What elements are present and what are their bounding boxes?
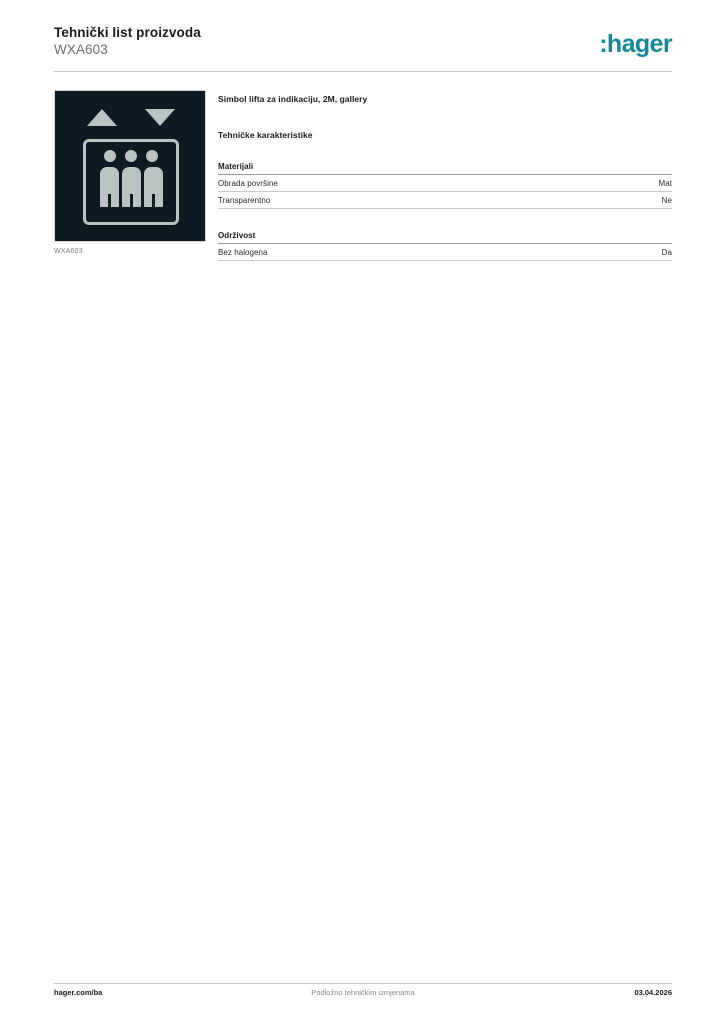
spec-group-title: Materijali xyxy=(218,162,672,175)
spec-label: Bez halogena xyxy=(218,247,268,257)
head-icon xyxy=(104,150,116,162)
page-title: Tehnički list proizvoda xyxy=(54,25,201,40)
elevator-symbol-icon xyxy=(75,109,187,225)
footer-date: 03.04.2026 xyxy=(634,988,672,997)
product-figure xyxy=(54,90,206,255)
footer-disclaimer: Podložno tehničkim izmjenama xyxy=(311,988,415,997)
head-icon xyxy=(125,150,137,162)
elevator-cabin-icon xyxy=(83,139,179,225)
spec-group-title: Održivost xyxy=(218,231,672,244)
product-name: Simbol lifta za indikaciju, 2M, gallery xyxy=(218,94,368,104)
product-image-caption: WXA603 xyxy=(54,248,83,255)
page-header xyxy=(54,24,672,72)
specs-section-title: Tehničke karakteristike xyxy=(218,130,313,140)
spec-label: Transparentno xyxy=(218,195,271,205)
hager-logo: :hager xyxy=(599,30,672,58)
spec-value: Mat xyxy=(658,178,672,188)
product-image xyxy=(54,90,206,242)
head-icon xyxy=(146,150,158,162)
spec-value: Da xyxy=(661,247,672,257)
people-heads-icon xyxy=(86,150,176,162)
person-icon xyxy=(122,167,141,207)
product-reference-subtitle: WXA603 xyxy=(54,42,108,57)
person-icon xyxy=(144,167,163,207)
people-bodies-icon xyxy=(86,167,176,207)
spec-label: Obrada površine xyxy=(218,178,278,188)
spec-group-materijali xyxy=(218,162,672,209)
page-footer xyxy=(54,988,672,1002)
arrow-up-icon xyxy=(87,109,117,126)
footer-website-link[interactable]: hager.com/ba xyxy=(54,988,103,997)
spec-row xyxy=(218,175,672,192)
product-details xyxy=(218,94,672,261)
arrow-down-icon xyxy=(145,109,175,126)
spec-value: Ne xyxy=(661,195,672,205)
spec-group-odrzivost xyxy=(218,231,672,261)
header-divider xyxy=(54,71,672,72)
footer-divider xyxy=(54,983,672,984)
spec-row xyxy=(218,192,672,209)
spec-row xyxy=(218,244,672,261)
person-icon xyxy=(100,167,119,207)
